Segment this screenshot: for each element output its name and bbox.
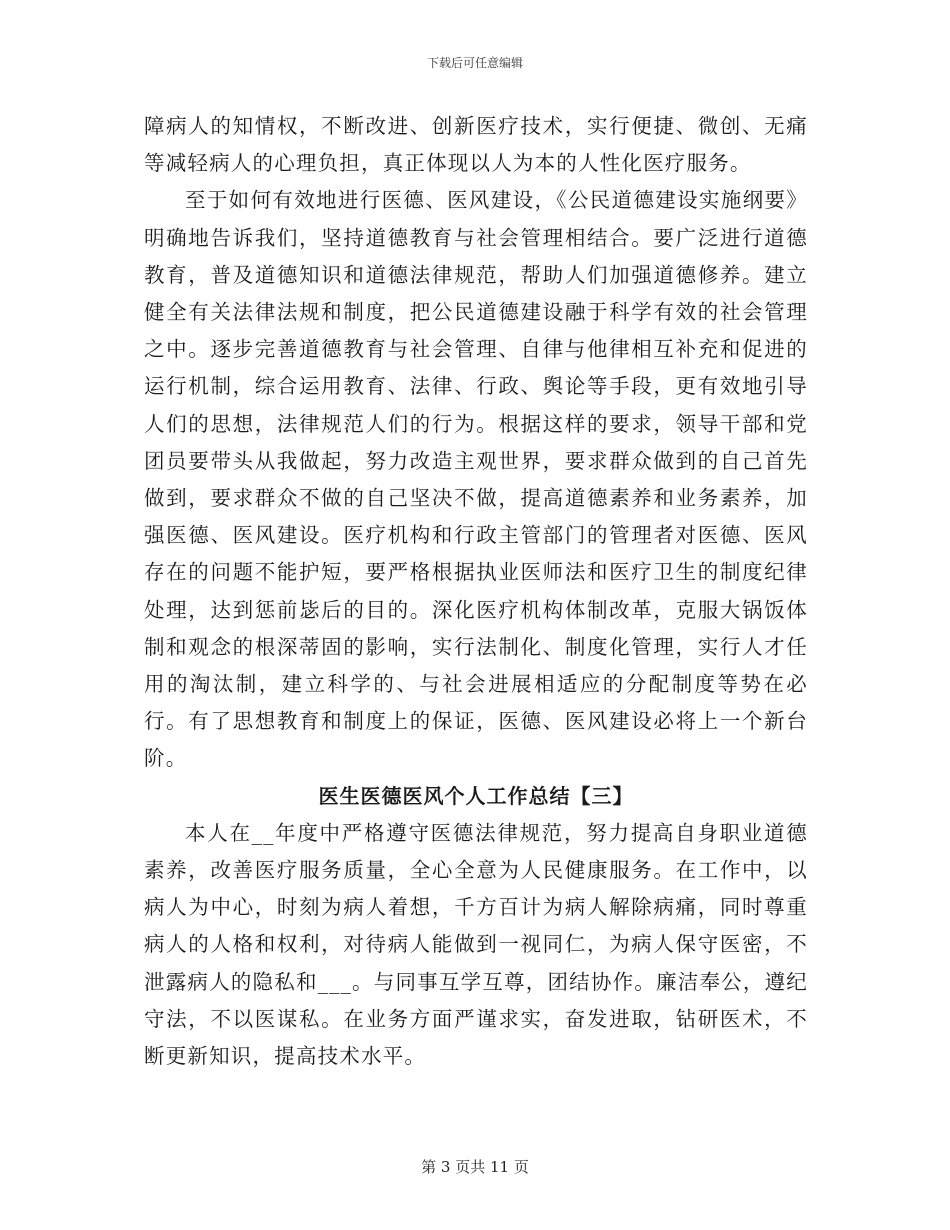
paragraph-3: 本人在__年度中严格遵守医德法律规范，努力提高自身职业道德素养，改善医疗服务质量，全心全意为人民健康服务。在工作中，以病人为中心，时刻为病人着想，千方百计为病人解除病痛，同时尊重病人的人格和权利，对待病人能做到一视同仁，为病人保守医密，不泄露病人的隐私和___。与同事互学互尊，团结协作。廉洁奉公，遵纪守法，不以医谋私。在业务方面严谨求实，奋发进取，钻研医术，不断更新知识，提高技术水平。 <box>144 820 808 1069</box>
document-body <box>144 108 808 1075</box>
page-footer: 第 3 页共 11 页 <box>421 1158 529 1176</box>
paragraph-1: 障病人的知情权，不断改进、创新医疗技术，实行便捷、微创、无痛等减轻病人的心理负担，真正体现以人为本的人性化医疗服务。 <box>144 114 808 176</box>
section-heading: 医生医德医风个人工作总结【三】 <box>318 783 634 808</box>
paragraph-2: 至于如何有效地进行医德、医风建设，《公民道德建设实施纲要》明确地告诉我们，坚持道德教育与社会管理相结合。要广泛进行道德教育，普及道德知识和道德法律规范，帮助人们加强道德修养。建立健全有关法律法规和制度，把公民道德建设融于科学有效的社会管理之中。逐步完善道德教育与社会管理、自律与他律相互补充和促进的运行机制，综合运用教育、法律、行政、舆论等手段，更有效地引导人们的思想，法律规范人们的行为。根据这样的要求，领导干部和党团员要带头从我做起，努力改造主观世界，要求群众做到的自己首先做到，要求群众不做的自己坚决不做，提高道德素养和业务素养，加强医德、医风建设。医疗机构和行政主管部门的管理者对医德、医风存在的问题不能护短，要严格根据执业医师法和医疗卫生的制度纪律处理，达到惩前毖后的目的。深化医疗机构体制改革，克服大锅饭体制和观念的根深蒂固的影响，实行法制化、制度化管理，实行人才任用的淘汰制，建立科学的、与社会进展相适应的分配制度等势在必行。有了思想教育和制度上的保证，医德、医风建设必将上一个新台阶。 <box>144 188 808 771</box>
page-header: 下载后可任意编辑 <box>426 56 523 70</box>
